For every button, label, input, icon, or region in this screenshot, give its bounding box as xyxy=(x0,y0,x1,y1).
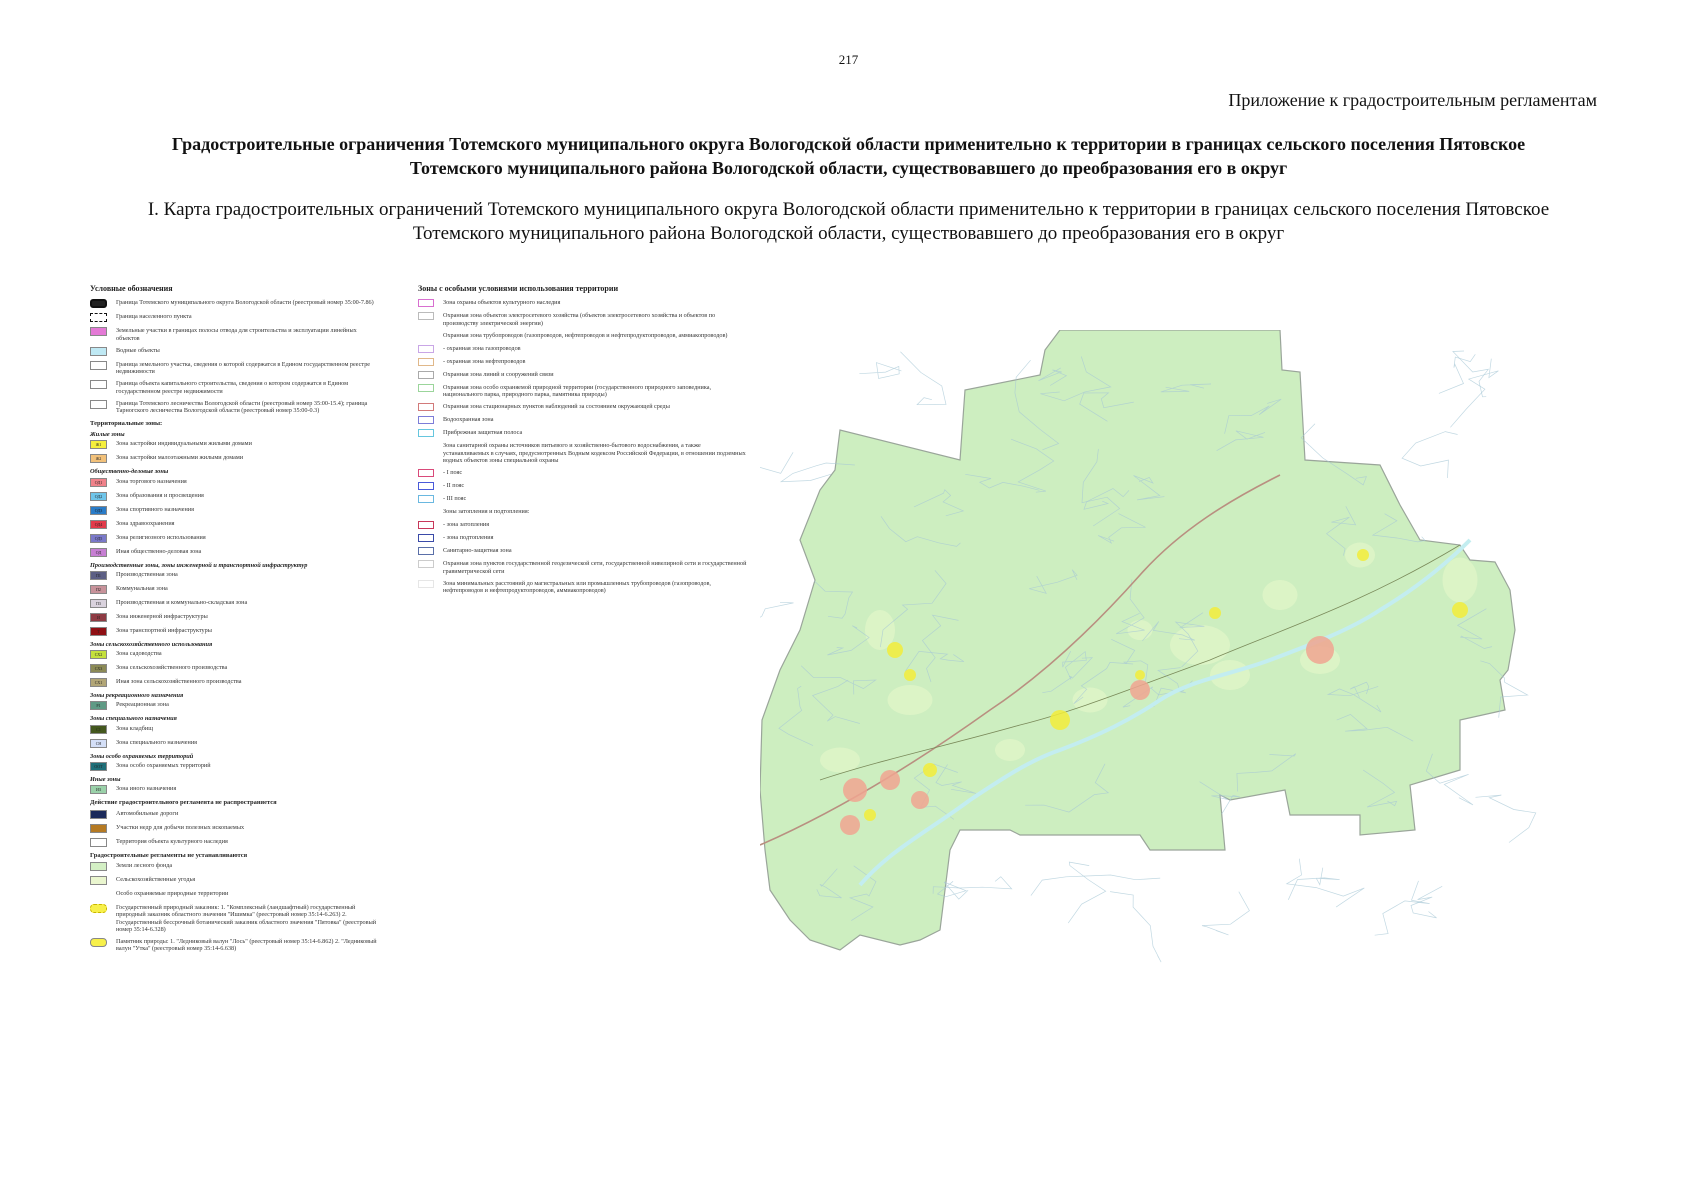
page-number: 217 xyxy=(838,52,859,67)
legend-label: - охранная зона газопроводов xyxy=(443,344,521,352)
legend-zone-item xyxy=(90,613,380,622)
legend-right xyxy=(418,285,748,600)
legend-zone-item xyxy=(90,585,380,594)
legend-swatch xyxy=(418,299,434,307)
legend-special-zone-item xyxy=(418,358,748,366)
legend-boundary-item xyxy=(90,361,380,376)
appendix-label: Приложение к градостроительным регламентам xyxy=(1228,90,1597,110)
legend-label: Зона религиозного использования xyxy=(116,533,206,541)
monument-symbol-icon xyxy=(90,938,107,947)
legend-swatch xyxy=(90,876,107,885)
legend-group-title: Зоны особо охраняемых территорий xyxy=(90,752,194,760)
legend-special-zone-item xyxy=(418,534,748,542)
settlement-marker xyxy=(1452,602,1468,618)
legend-label: Водные объекты xyxy=(116,346,160,354)
legend-zone-groups xyxy=(90,431,380,794)
legend-label: - II пояс xyxy=(443,482,465,490)
legend-label: - охранная зона нефтепроводов xyxy=(443,357,526,365)
legend-label: Зона особо охраняемых территорий xyxy=(116,762,211,770)
legend-group-title: Иные зоны xyxy=(90,776,121,784)
settlement-map xyxy=(760,330,1660,1030)
settlement-marker xyxy=(864,809,876,821)
legend-swatch: П1 xyxy=(90,571,107,580)
legend-swatch xyxy=(418,469,434,477)
legend-boundary-item xyxy=(90,299,380,308)
legend-swatch xyxy=(418,371,434,379)
legend-swatch: Т xyxy=(90,627,107,636)
legend-swatch xyxy=(90,327,107,336)
legend-zone-item xyxy=(90,599,380,608)
legend-label: Зона специального назначения xyxy=(116,738,198,746)
legend-boundary-item xyxy=(90,380,380,395)
legend-swatch xyxy=(90,400,107,409)
farmland-patch xyxy=(820,748,860,773)
stream-line xyxy=(1110,892,1161,963)
legend-label: Зона садоводства xyxy=(116,650,162,658)
legend-label: Зона здравоохранения xyxy=(116,519,175,527)
territorial-zones-heading: Территориальные зоны: xyxy=(90,419,163,427)
legend-boundary-item xyxy=(90,347,380,356)
farmland-patch xyxy=(888,685,933,715)
legend-not-applied-item xyxy=(90,810,380,819)
legend-label: Граница земельного участка, сведения о которой содержатся в Едином государственном реестре недвижимости xyxy=(116,360,371,376)
legend-swatch: С1 xyxy=(90,725,107,734)
legend-special-zone-item xyxy=(418,547,748,555)
legend-boundary-item xyxy=(90,327,380,342)
stream-line xyxy=(1031,875,1160,896)
farmland-patch xyxy=(995,739,1025,761)
legend-label: Зона кладбищ xyxy=(116,724,154,732)
legend-special-zone-item xyxy=(418,332,748,340)
legend-swatch xyxy=(418,442,434,450)
not-applied-heading: Действие градостроительного регламента не распространяется xyxy=(90,799,277,807)
legend-special-zone-item xyxy=(418,403,748,411)
legend-swatch xyxy=(418,384,434,392)
legend-swatch xyxy=(90,380,107,389)
legend-special-zone-item xyxy=(418,508,748,516)
legend-special-zone-item xyxy=(418,384,748,399)
legend-label: - I пояс xyxy=(443,469,463,477)
legend-label: Сельскохозяйственные угодья xyxy=(116,875,196,883)
legend-swatch: СН xyxy=(90,739,107,748)
legend-swatch xyxy=(418,521,434,529)
legend-special-zone-item xyxy=(418,469,748,477)
settlement-marker xyxy=(1357,549,1369,561)
farmland-patch xyxy=(1263,580,1298,610)
legend-not-established xyxy=(90,862,380,885)
map-subtitle xyxy=(80,198,1617,246)
stream-line xyxy=(900,352,946,405)
stream-line xyxy=(1450,359,1498,428)
settlement-marker xyxy=(880,770,900,790)
legend-swatch: ОД1 xyxy=(90,478,107,487)
legend-label: Охранная зона трубопроводов (газопроводов, нефтепроводов и нефтепродуктопроводов, аммиакопроводов) xyxy=(443,331,728,339)
legend-swatch xyxy=(90,862,107,871)
settlement-marker xyxy=(887,642,903,658)
legend-label: Территория объекта культурного наследия xyxy=(116,837,228,845)
legend-label: - зона затопления xyxy=(443,521,490,529)
reserve-symbol-icon xyxy=(90,904,107,913)
legend-not-applied-item xyxy=(90,824,380,833)
legend-swatch: СХ3 xyxy=(90,664,107,673)
settlement-marker xyxy=(840,815,860,835)
legend-label: Участки недр для добычи полезных ископаемых xyxy=(116,823,245,831)
legend-zone-item xyxy=(90,548,380,557)
legend-swatch xyxy=(418,508,434,516)
stream-line xyxy=(1402,432,1458,478)
legend-swatch: Р1 xyxy=(90,701,107,710)
legend-label: - зона подтопления xyxy=(443,534,494,542)
map-area[interactable] xyxy=(760,330,1660,1030)
legend-special-zone-item xyxy=(418,371,748,379)
legend-swatch xyxy=(418,482,434,490)
legend-label: - III пояс xyxy=(443,495,467,503)
settlement-marker xyxy=(904,669,916,681)
legend-special-zone-item xyxy=(418,482,748,490)
stream-line xyxy=(760,602,794,643)
legend-special-zone-item xyxy=(418,312,748,327)
legend-label: Зона транспортной инфраструктуры xyxy=(116,626,212,634)
legend-swatch: Ж1 xyxy=(90,440,107,449)
legend-swatch xyxy=(90,810,107,819)
legend-spacer xyxy=(90,890,107,899)
legend-zone-item xyxy=(90,492,380,501)
settlement-marker xyxy=(1130,680,1150,700)
legend-label: Производственная и коммунально-складская зона xyxy=(116,598,248,606)
legend-boundary-item xyxy=(90,400,380,415)
main-title-line-2: Тотемского муниципального района Вологодской области, существовавшего до преобразования его в округ xyxy=(409,158,1288,178)
legend-label: Санитарно-защитная зона xyxy=(443,547,512,555)
legend-label: Зона застройки индивидуальными жилыми домами xyxy=(116,440,252,448)
legend-not-established-item xyxy=(90,876,380,885)
legend-swatch xyxy=(418,403,434,411)
legend-swatch xyxy=(90,313,107,322)
protected-areas-heading: Особо охраняемые природные территории xyxy=(90,890,380,899)
stream-line xyxy=(760,452,793,478)
legend-swatch: ОД3 xyxy=(90,506,107,515)
legend-zone-item xyxy=(90,506,380,515)
legend-label: Охранная зона линий и сооружений связи xyxy=(443,370,554,378)
legend-swatch xyxy=(418,534,434,542)
legend-label: Охранная зона стационарных пунктов наблюдений за состоянием окружающей среды xyxy=(443,403,670,411)
legend-label: Зона застройки малоэтажными жилыми домами xyxy=(116,454,244,462)
legend-boundaries xyxy=(90,299,380,414)
legend-zone-item xyxy=(90,534,380,543)
legend-swatch: П2 xyxy=(90,585,107,594)
special-zones-heading: Зоны с особыми условиями использования территории xyxy=(418,284,619,293)
legend-label: Зона охраны объектов культурного наследия xyxy=(443,299,561,307)
farmland-patch xyxy=(1073,688,1108,713)
legend-left xyxy=(90,285,380,958)
legend-label: Коммунальная зона xyxy=(116,584,168,592)
legend-swatch xyxy=(418,547,434,555)
map-subtitle-line-2: Тотемского муниципального района Вологодской области, существовавшего до преобразования его в округ xyxy=(412,223,1285,244)
settlement-marker xyxy=(843,778,867,802)
legend-special-zone-item xyxy=(418,416,748,424)
legend-group-title: Производственные зоны, зоны инженерной и транспортной инфраструктур xyxy=(90,561,308,569)
legend-swatch xyxy=(418,345,434,353)
stream-line xyxy=(1287,859,1365,907)
legend-zone-item xyxy=(90,478,380,487)
stream-line xyxy=(859,363,901,379)
settlement-marker xyxy=(1050,710,1070,730)
legend-swatch xyxy=(418,495,434,503)
legend-swatch: И xyxy=(90,613,107,622)
legend-zone-item xyxy=(90,571,380,580)
legend-special-zone-item xyxy=(418,580,748,595)
legend-label: Зона минимальных расстояний до магистральных или промышленных трубопроводов (газопроводов, нефтепроводов и нефтепродуктопроводов, аммиакопроводов) xyxy=(443,579,711,595)
stream-line xyxy=(1068,862,1106,923)
legend-label: Зона образования и просвещения xyxy=(116,491,204,499)
stream-line xyxy=(1439,354,1475,393)
legend-swatch: ОД2 xyxy=(90,492,107,501)
legend-swatch xyxy=(418,416,434,424)
farmland-patch xyxy=(1128,620,1153,640)
legend-zone-item xyxy=(90,701,380,710)
legend-label: Зона иного назначения xyxy=(116,785,177,793)
legend-zone-item xyxy=(90,454,380,463)
legend-swatch: Ж2 xyxy=(90,454,107,463)
legend-swatch: ОД xyxy=(90,548,107,557)
settlement-marker xyxy=(1306,636,1334,664)
legend-label: Охранная зона пунктов государственной геодезической сети, государственной нивелирной сети и государственной гравиметрической сети xyxy=(443,560,747,575)
legend-label: Рекреационная зона xyxy=(116,701,169,709)
legend-special-zone-item xyxy=(418,560,748,575)
legend-label: Прибрежная защитная полоса xyxy=(443,429,523,437)
legend-label: Земли лесного фонда xyxy=(116,861,173,869)
legend-zone-item xyxy=(90,678,380,687)
legend-label: Иная зона сельскохозяйственного производства xyxy=(116,678,242,686)
legend-swatch xyxy=(90,824,107,833)
legend-label: Охранная зона объектов электросетевого хозяйства (объектов электросетевого хозяйства и объектов по производству электрической энергии) xyxy=(443,312,716,327)
stream-line xyxy=(1202,892,1249,935)
legend-swatch: ООТ xyxy=(90,762,107,771)
legend-group-title: Зоны сельскохозяйственного использования xyxy=(90,640,213,648)
legend-zone-item xyxy=(90,762,380,771)
legend-swatch: П3 xyxy=(90,599,107,608)
legend-swatch: ИЗ xyxy=(90,785,107,794)
legend-swatch xyxy=(90,299,107,308)
legend-swatch xyxy=(418,358,434,366)
stream-line xyxy=(1288,868,1339,900)
legend-zone-item xyxy=(90,785,380,794)
legend-zone-item xyxy=(90,627,380,636)
legend-not-applied-item xyxy=(90,838,380,847)
legend-zone-item xyxy=(90,650,380,659)
farmland-patch xyxy=(1443,558,1478,603)
legend-label: Производственная зона xyxy=(116,570,178,578)
legend-special-zone-item xyxy=(418,495,748,503)
settlement-marker xyxy=(911,791,929,809)
legend-label: Автомобильные дороги xyxy=(116,809,179,817)
legend-label: Граница объекта капитального строительства, сведения о котором содержатся в Едином государственном реестре недвижимости xyxy=(116,380,349,395)
legend-swatch xyxy=(90,838,107,847)
legend-group-title: Зоны рекреационного назначения xyxy=(90,692,184,700)
legend-zone-item xyxy=(90,664,380,673)
main-title-line-1: Градостроительные ограничения Тотемского муниципального округа Вологодской области применительно к территории в границах сельского поселения Пятовское xyxy=(171,134,1526,154)
settlement-marker xyxy=(923,763,937,777)
settlement-marker xyxy=(1209,607,1221,619)
legend-label: Зона торгового назначения xyxy=(116,477,187,485)
legend-label: Зона инженерной инфраструктуры xyxy=(116,612,208,620)
legend-zone-item xyxy=(90,520,380,529)
stream-line xyxy=(1476,795,1536,842)
protected-reserves-row: Государственный природный заказник: 1. "Комплексный (ландшафтный) государственный природный заказник областного значения "Ишимка" (реестровый номер 35:14-6.263) 2. Государственный бессрочный ботанический заказник областного значения "Пятовка" (реестровый номер 35:14-6.328) xyxy=(90,904,380,933)
legend-special-zone-item xyxy=(418,429,748,437)
legend-swatch: СХ1 xyxy=(90,678,107,687)
legend-not-established-item xyxy=(90,862,380,871)
legend-label: Охранная зона особо охраняемой природной территории (государственного природного заповедника, национального парка, природного парка, памятника природы) xyxy=(443,383,712,399)
legend-swatch xyxy=(418,580,434,588)
legend-label: Зона сельскохозяйственного производства xyxy=(116,664,228,672)
legend-label: Зоны затопления и подтопления: xyxy=(443,508,530,516)
farmland-patch xyxy=(1170,625,1230,665)
legend-label: Иная общественно-деловая зона xyxy=(116,547,202,555)
legend-zone-item xyxy=(90,739,380,748)
legend-swatch: СХ2 xyxy=(90,650,107,659)
legend-swatch xyxy=(418,332,434,340)
legend-label: Граница Тотемского лесничества Вологодской области (реестровый номер 35:00-15.4); граница Тарногского лесничества Вологодской области (реестровый номер 35:00-0.3) xyxy=(116,400,368,415)
legend-group-title: Общественно-деловые зоны xyxy=(90,468,169,476)
legend-boundary-item xyxy=(90,313,380,322)
legend-special-zone-item xyxy=(418,345,748,353)
legend-zone-item xyxy=(90,725,380,734)
legend-swatch xyxy=(90,347,107,356)
legend-swatch xyxy=(418,312,434,320)
legend-not-applied xyxy=(90,810,380,847)
not-established-heading: Градостроительные регламенты не устанавливаются xyxy=(90,851,248,859)
legend-label: Земельные участки в границах полосы отвода для строительства и эксплуатации линейных объектов xyxy=(116,327,357,342)
legend-zone-item xyxy=(90,440,380,449)
legend-special-zone-item xyxy=(418,521,748,529)
legend-label: Граница населенного пункта xyxy=(116,313,192,321)
legend-label: Зона санитарной охраны источников питьевого и хозяйственно-бытового водоснабжения, а также устанавливаемых в случаях, предусмотренных Водным кодексом Российской Федерации, в отношении подземных водных объектов зоны специальной охраны xyxy=(443,442,746,465)
protected-monuments-row: Памятник природы: 1. "Ледниковый валун "Лось" (реестровый номер 35:14-6.862) 2. "Ледниковый валун "Утка" (реестровый номер 35:14-6.638) xyxy=(90,938,380,953)
stream-line xyxy=(1375,881,1430,935)
legend-group-title: Зоны специального назначения xyxy=(90,715,177,723)
legend-swatch xyxy=(418,429,434,437)
main-title xyxy=(80,132,1617,180)
settlement-marker xyxy=(1135,670,1145,680)
legend-special-zone-item xyxy=(418,442,748,464)
legend-heading: Условные обозначения xyxy=(90,284,173,293)
legend-label: Водоохранная зона xyxy=(443,416,494,424)
legend-label: Граница Тотемского муниципального округа Вологодской области (реестровый номер 35:00-7.86) xyxy=(116,299,374,307)
legend-swatch xyxy=(90,361,107,370)
legend-group-title: Жилые зоны xyxy=(90,430,125,438)
map-subtitle-line-1: I. Карта градостроительных ограничений Тотемского муниципального округа Вологодской области применительно к территории в границах сельского поселения Пятовское xyxy=(147,199,1550,220)
legend-label: Зона спортивного назначения xyxy=(116,505,194,513)
legend-swatch: ОД5 xyxy=(90,534,107,543)
special-zones-list xyxy=(418,299,748,594)
legend-swatch: ОД4 xyxy=(90,520,107,529)
legend-special-zone-item xyxy=(418,299,748,307)
legend-swatch xyxy=(418,560,434,568)
